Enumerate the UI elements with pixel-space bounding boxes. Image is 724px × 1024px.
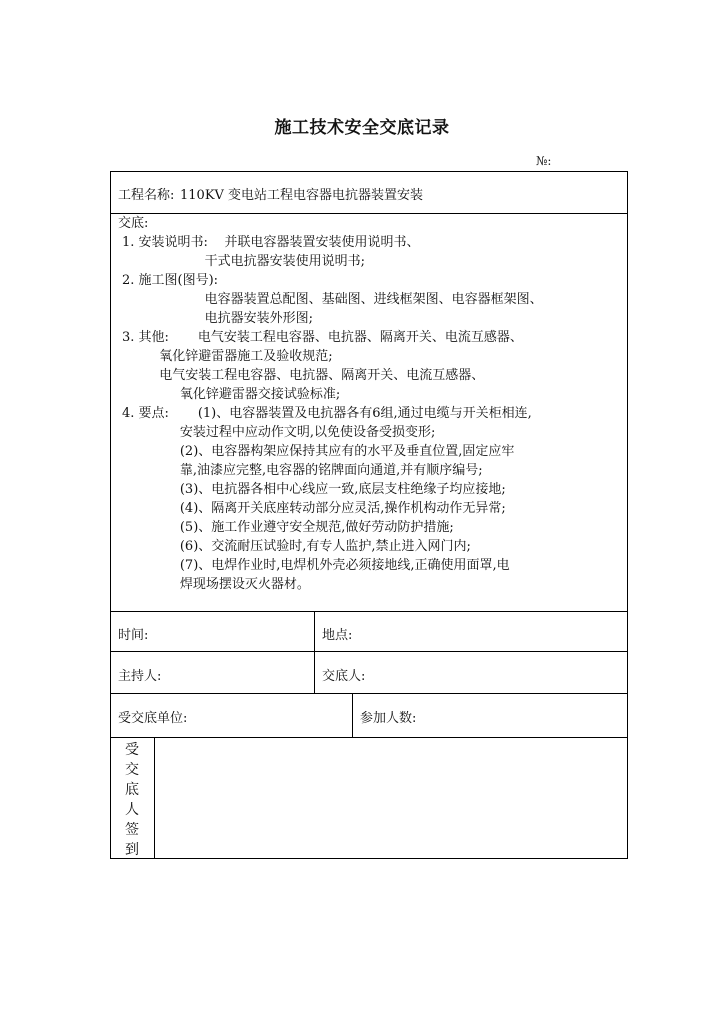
document-title: 施工技术安全交底记录: [274, 118, 450, 138]
disclosure-line: 2. 施工图(图号):: [122, 273, 219, 288]
disclosure-line: 安装过程中应动作文明,以免使设备受损变形;: [122, 425, 436, 440]
disclosure-line: 电气安装工程电容器、电抗器、隔离开关、电流互感器、: [122, 368, 485, 383]
disclosure-line: 干式电抗器安装使用说明书;: [122, 254, 366, 269]
discloser-field-label: 交底人:: [322, 669, 366, 684]
project-name-value: 110KV 变电站工程电容器电抗器装置安装: [180, 188, 424, 203]
disclosure-line: 1. 安装说明书: 并联电容器装置安装使用说明书、: [122, 235, 420, 250]
signature-label: 受 交 底 人 签 到: [125, 742, 139, 858]
disclosure-line: 氧化锌避雷器交接试验标准;: [122, 387, 341, 402]
disclosure-line: (7)、电焊作业时,电焊机外壳必须接地线,正确使用面罩,电: [122, 558, 510, 573]
disclosure-line: 4. 要点: (1)、电容器装置及电抗器各有6组,通过电缆与开关柜相连,: [122, 406, 532, 421]
host-field-label: 主持人:: [118, 669, 162, 684]
disclosure-line: 氧化锌避雷器施工及验收规范;: [122, 349, 333, 364]
disclosure-line: (3)、电抗器各相中心线应一致,底层支柱绝缘子均应接地;: [122, 482, 506, 497]
receiving-unit-field-label: 受交底单位:: [118, 711, 188, 726]
signature-area[interactable]: [155, 738, 627, 858]
disclosure-line: (4)、隔离开关底座转动部分应灵活,操作机构动作无异常;: [122, 501, 506, 516]
disclosure-line: (2)、电容器构架应保持其应有的水平及垂直位置,固定应牢: [122, 444, 515, 459]
disclosure-label: 交底:: [118, 216, 149, 231]
location-field-label: 地点:: [322, 628, 353, 643]
disclosure-line: 电容器装置总配图、基础图、进线框架图、电容器框架图、: [122, 292, 543, 307]
disclosure-line: 靠,油漆应完整,电容器的铭牌面向通道,并有顺序编号;: [122, 463, 483, 478]
disclosure-line: (5)、施工作业遵守安全规范,做好劳动防护措施;: [122, 520, 454, 535]
disclosure-line: 焊现场摆设灭火器材。: [122, 577, 310, 592]
time-field-label: 时间:: [118, 628, 149, 643]
participants-field-label: 参加人数:: [360, 711, 417, 726]
project-name-label: 工程名称:: [118, 188, 175, 203]
disclosure-line: 电抗器安装外形图;: [122, 311, 314, 326]
disclosure-line: 3. 其他: 电气安装工程电容器、电抗器、隔离开关、电流互感器、: [122, 330, 523, 345]
document-number-label: №:: [536, 154, 552, 168]
disclosure-line: (6)、交流耐压试验时,有专人监护,禁止进入网门内;: [122, 539, 471, 554]
